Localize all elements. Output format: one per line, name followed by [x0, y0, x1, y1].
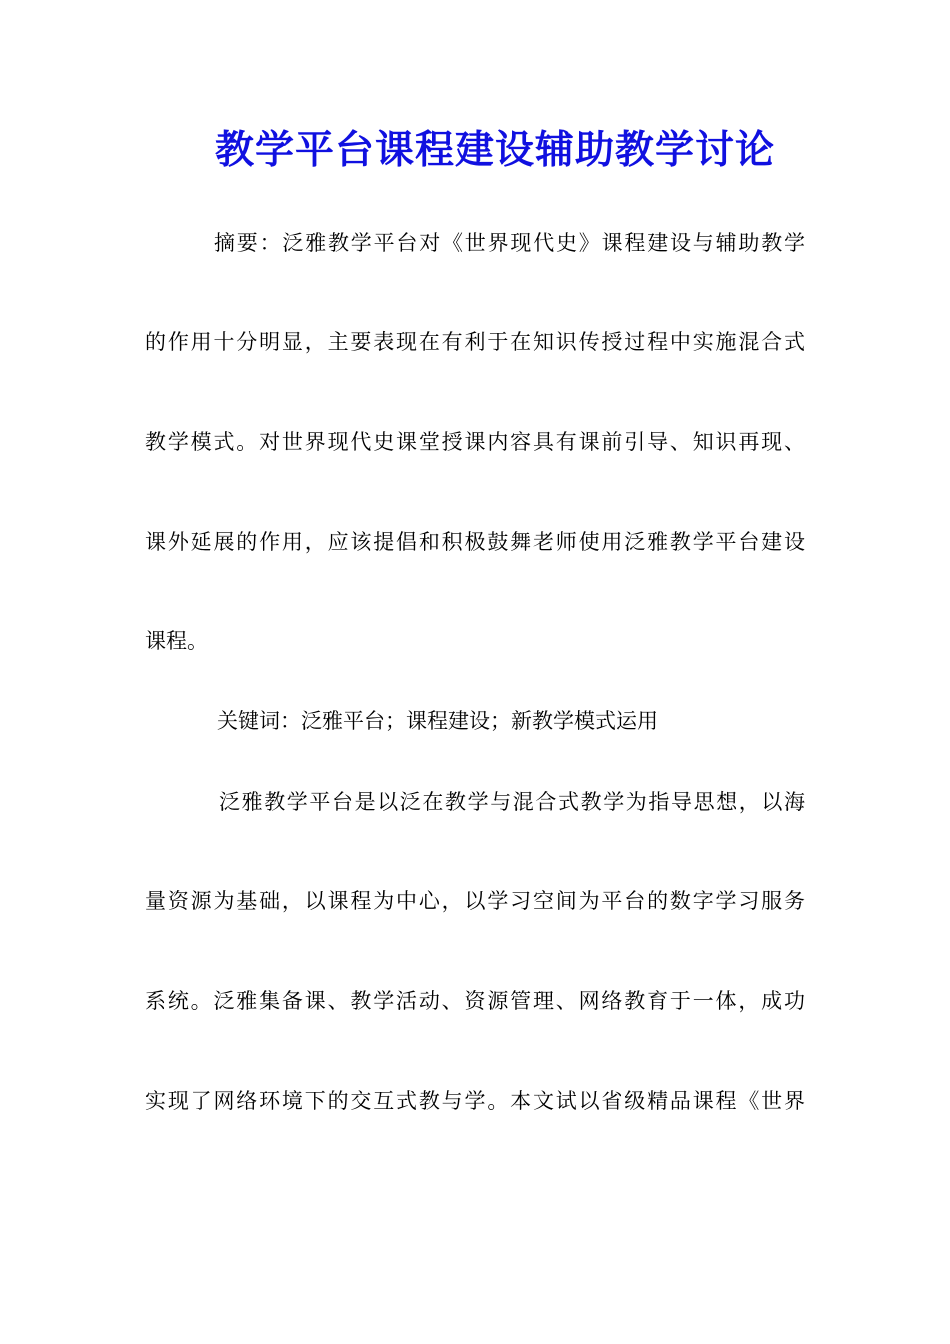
body-line-4: 实现了网络环境下的交互式教与学。本文试以省级精品课程《世界: [145, 1089, 805, 1113]
abstract-line-1: 摘要：泛雅教学平台对《世界现代史》课程建设与辅助教学: [214, 231, 805, 255]
body-line-2: 量资源为基础，以课程为中心，以学习空间为平台的数字学习服务: [145, 889, 805, 913]
abstract-line-3: 教学模式。对世界现代史课堂授课内容具有课前引导、知识再现、: [145, 430, 805, 454]
body-line-3: 系统。泛雅集备课、教学活动、资源管理、网络教育于一体，成功: [145, 989, 805, 1013]
document-title: 教学平台课程建设辅助教学讨论: [214, 127, 775, 173]
keywords-line: 关键词：泛雅平台；课程建设；新教学模式运用: [217, 709, 658, 733]
abstract-line-5: 课程。: [145, 629, 208, 653]
abstract-line-2: 的作用十分明显，主要表现在有利于在知识传授过程中实施混合式: [145, 330, 805, 354]
abstract-line-4: 课外延展的作用，应该提倡和积极鼓舞老师使用泛雅教学平台建设: [145, 530, 805, 554]
body-line-1: 泛雅教学平台是以泛在教学与混合式教学为指导思想，以海: [219, 790, 805, 814]
